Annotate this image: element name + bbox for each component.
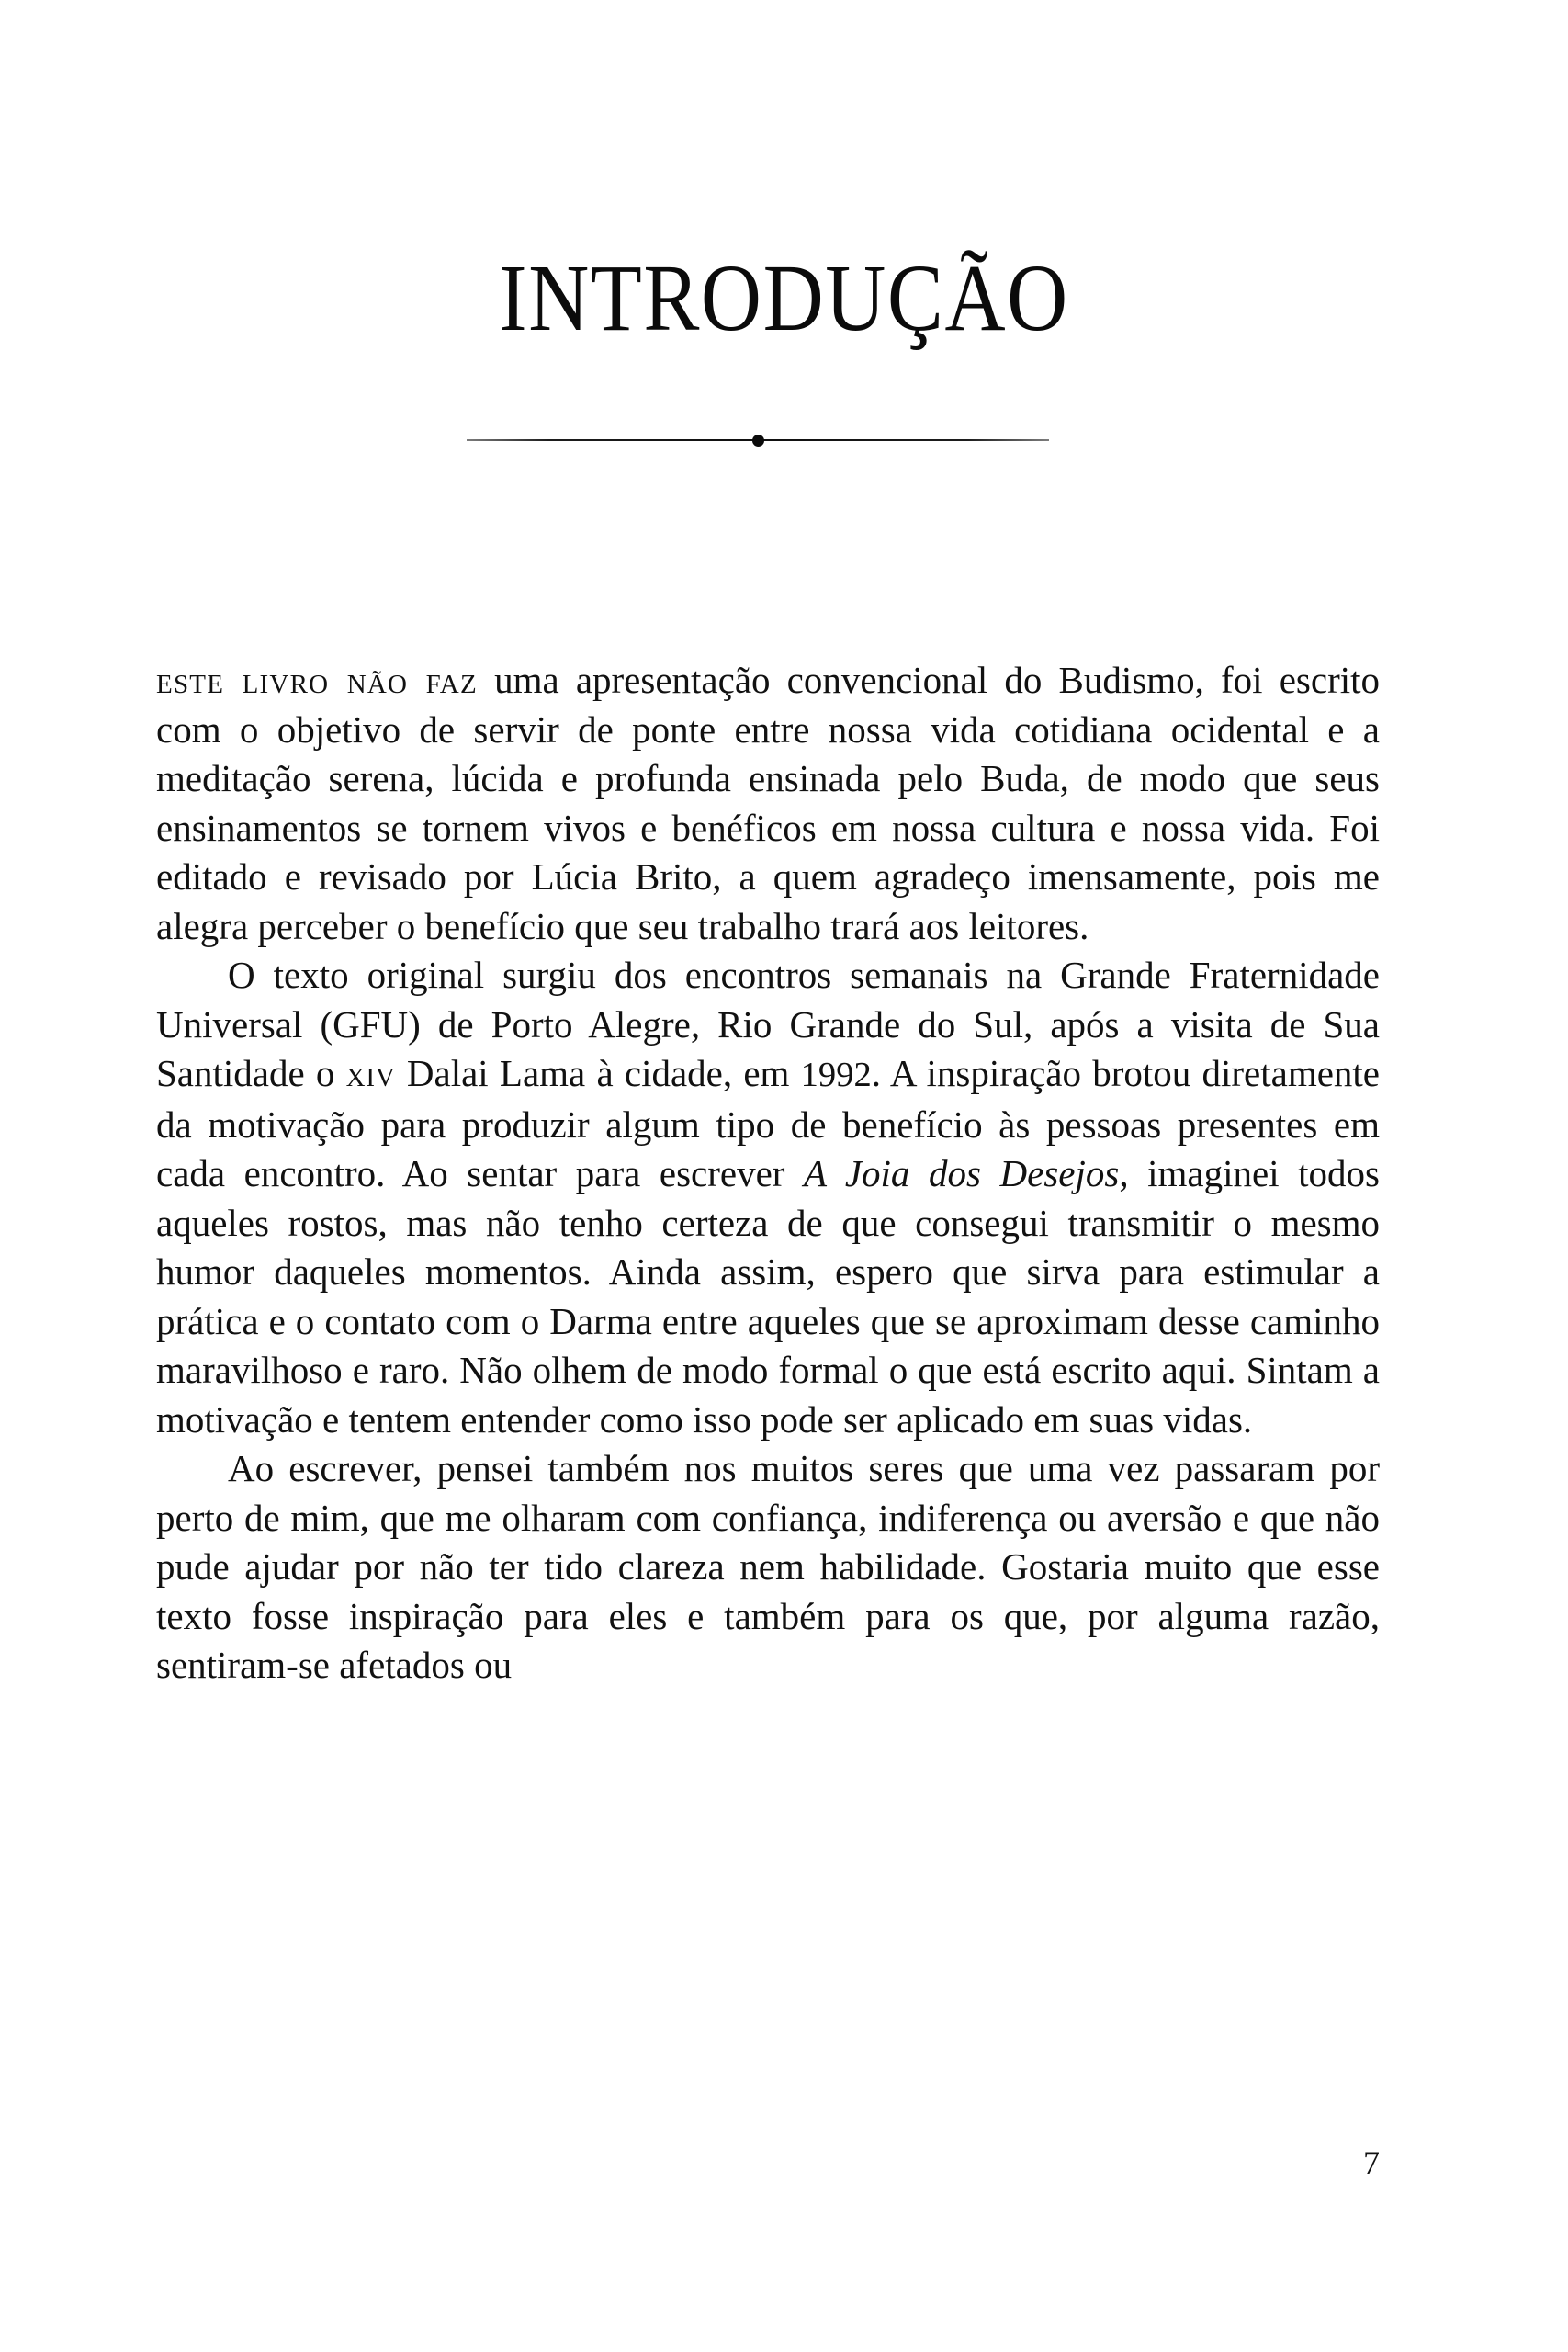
body-paragraph-1: [156, 656, 1380, 951]
ornament-dot-icon: [752, 435, 764, 447]
body-paragraph-2: [156, 951, 1380, 1444]
body-text-column: [156, 656, 1380, 1690]
paragraph-2-segment-a: O texto original surgiu dos encontros semanais na Grande Fraternidade Universal (GFU) de Porto Alegre, Rio Grande do Sul, após a visita de Sua Santidade o: [156, 954, 1380, 1094]
paragraph-1-text: uma apresentação convencional do Budismo, foi escrito com o objetivo de servir de ponte entre nossa vida cotidiana ocidental e a meditação serena, lúcida e profunda ensinada pelo Buda, de modo que seus ensinamentos se tornem vivos e benéficos em nossa cultura e nossa vida. Foi editado e revisado por Lúcia Brito, a quem agradeço imensamente, pois me alegra perceber o benefício que seu trabalho trará aos leitores.: [156, 659, 1381, 947]
title-ornament-rule: [467, 430, 1049, 452]
body-paragraph-3: Ao escrever, pensei também nos muitos seres que uma vez passaram por perto de mim, que me olharam com confiança, indiferença ou aversão e que não pude ajudar por não ter tido clareza nem habilidade. Gostaria muito que esse texto fosse inspiração para eles e também para os que, por alguma razão, sentiram-se afetados ou: [156, 1447, 1380, 1686]
paragraph-opening-smallcaps: este livro não faz: [156, 659, 478, 701]
dalai-lama-ordinal-smallcaps: xiv: [345, 1052, 396, 1094]
paragraph-2-segment-d: , imaginei todos aqueles rostos, mas não tenho certeza de que consegui transmitir o mesmo humor daqueles momentos. Ainda assim, espero que sirva para estimular a prática e o contato com o Darma entre aqueles que se aproximam desse caminho maravilhoso e raro. Não olhem de modo formal o que está escrito aqui. Sintam a motivação e tentem entender como isso pode ser aplicado em suas vidas.: [156, 1152, 1381, 1441]
paragraph-2-segment-b: Dalai Lama à cidade, em: [395, 1052, 801, 1094]
page-number-folio: 7: [1363, 2144, 1380, 2181]
year-oldstyle-figures: 1992: [800, 1056, 872, 1094]
paragraph-2-segment-c: . A inspiração brotou diretamente da motivação para produzir algum tipo de benefício às pessoas presentes em cada encontro. Ao sentar para escrever: [156, 1052, 1380, 1194]
chapter-title-block: [0, 209, 1568, 360]
page-title: introdução: [499, 209, 1069, 360]
referenced-book-title: A Joia dos Desejos: [803, 1152, 1120, 1194]
